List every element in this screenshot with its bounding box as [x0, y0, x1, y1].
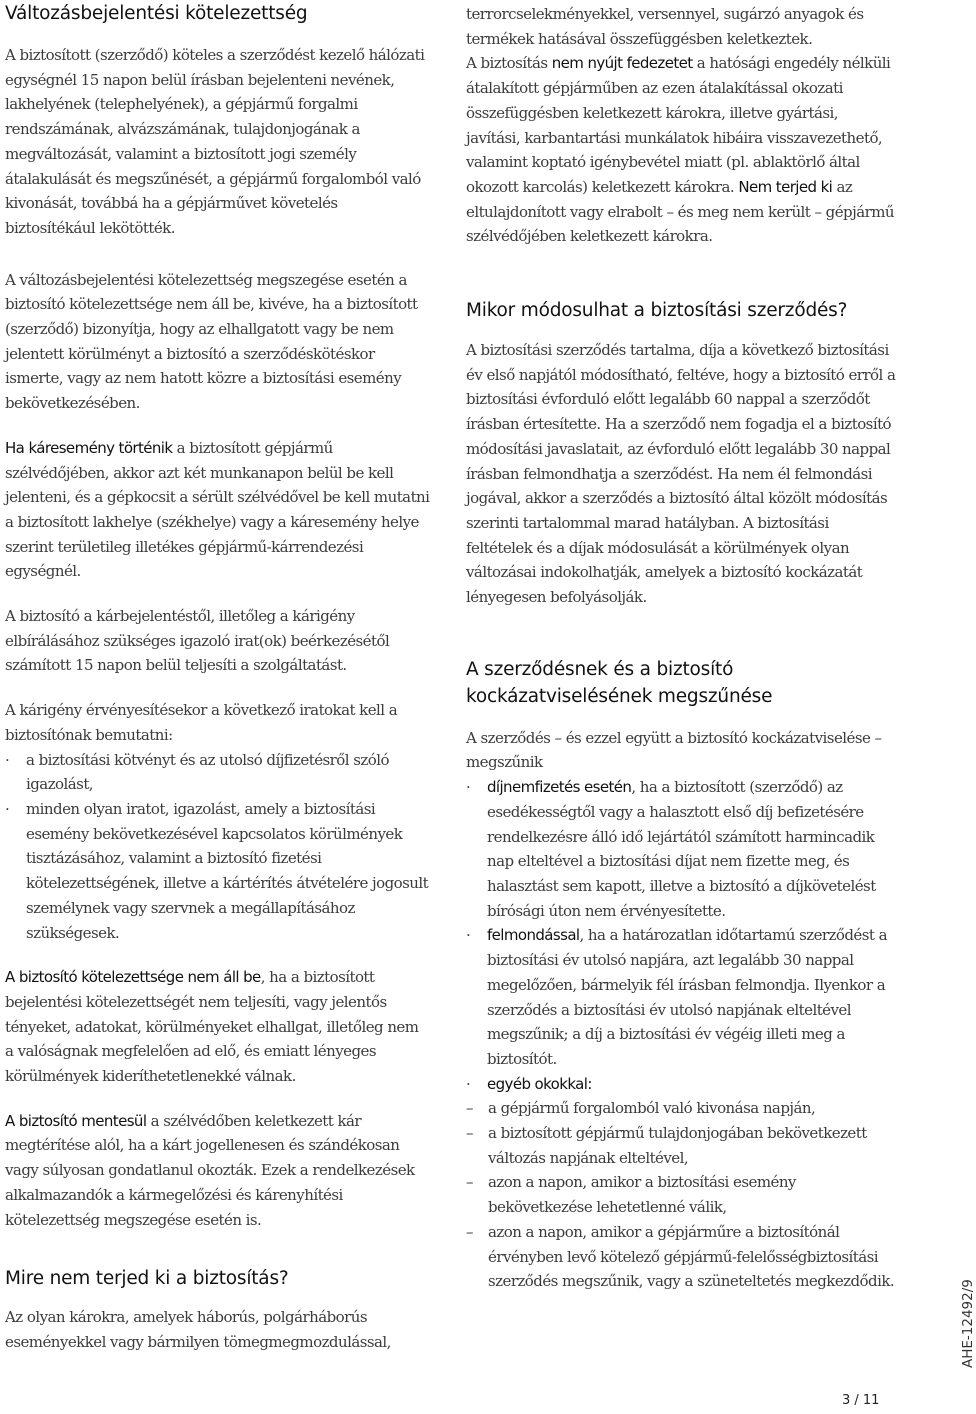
sublist-item: – a biztosított gépjármű tulajdonjogában bekövetkezett változás napjának elteltével, [466, 1121, 896, 1170]
highlight-insurer-exempt: A biztosító mentesül [5, 1111, 147, 1130]
sublist-item: – azon a napon, amikor a biztosítási esemény bekövetkezése lehetetlenné válik, [466, 1170, 896, 1219]
highlight-claim-event: Ha káresemény történik [5, 438, 173, 457]
list-item: · minden olyan iratot, igazolást, amely a biztosítási esemény bekövetkezésével kapcsolatos körülmények tisztázásához, valamint a biztosító fizetési kötelezettségének, illetve a kártérítés átvételére jogosult személynek vagy szervnek a megállapításához szükségesek. [5, 797, 430, 945]
paragraph-exclusions-continued: terrorcselekményekkel, versennyel, sugárzó anyagok és termékek hatásával összefüggésben keletkeztek. [466, 5, 864, 48]
page-number: 3 / 11 [842, 1393, 880, 1408]
sublist-item: – azon a napon, amikor a gépjárműre a biztosítónál érvényben levő kötelező gépjármű-felelősségbiztosítási szerződés megszűnik, vagy a szüneteltetés megkezdődik. [466, 1220, 896, 1294]
highlight-not-extended: Nem terjed ki [738, 177, 833, 196]
list-item: · a biztosítási kötvényt és az utolsó díjfizetésről szóló igazolást, [5, 748, 430, 797]
required-documents-list [5, 748, 430, 946]
paragraph-text: , ha a biztosított bejelentési kötelezettségét nem teljesíti, vagy jelentős tényeket, adatokat, körülményeket elhallgat, illetőleg nem a valóságnak megfelelően ad elő, és emiatt lényeges körülmények kideríthetetlenekké válnak. [5, 968, 419, 1086]
paragraph-exclusions-start: Az olyan károkra, amelyek háborús, polgárháborús eseményekkel vagy bármilyen tömegmegmozdulással, [5, 1308, 391, 1351]
paragraph-notification-duty: A biztosított (szerződő) köteles a szerződést kezelő hálózati egységnél 15 napon belül írásban bejelenteni nevének, lakhelyének (telephelyének), a gépjármű forgalmi rendszámának, alvázszámának, tulajdonjogának a megváltozását, valamint a biztosított jogi személy átalakulását és megszűnését, a gépjármű forgalomból való kivonását, továbbá ha a gépjárművet követelés biztosítékául lekötötték. [5, 46, 425, 237]
list-item-text: , ha a határozatlan időtartamú szerződést a biztosítási év utolsó napjára, azt legalább 30 nappal megelőzően, bármelyik fél írásban felmondja. Ilyenkor a szerződés a biztosítási év utolsó napjának elteltével megszűnik; a díj a biztosítási év végéig illeti meg a biztosítót. [487, 926, 887, 1068]
paragraph-payment-deadline: A biztosító a kárbejelentéstől, illetőleg a kárigény elbírálásához szükséges igazoló irat(ok) beérkezésétől számított 15 napon belül teljesíti a szolgáltatást. [5, 607, 390, 675]
right-column [466, 0, 896, 1294]
document-code: AHE-12492/9 [960, 1279, 976, 1368]
paragraph-text: a szélvédőben keletkezett kár megtérítése alól, ha a kárt jogellenesen és szándékosan vagy súlyosan gondatlanul okozták. Ezek a rendelkezések alkalmazandók a kármegelőzési és kárenyhítési kötelezettség megszegése esetén is. [5, 1111, 415, 1229]
paragraph-text: A kárigény érvényesítésekor a következő iratokat kell a biztosítónak bemutatni: [5, 701, 398, 744]
section-title-termination: A szerződésnek és a biztosító kockázatviselésének megszűnése [466, 658, 773, 707]
highlight-obligation-void: A biztosító kötelezettsége nem áll be [5, 968, 261, 987]
list-item-cancellation [466, 923, 896, 1071]
paragraph-insurer-exempt [5, 1109, 430, 1233]
list-item-non-payment [466, 775, 896, 923]
highlight-no-coverage: nem nyújt fedezetet [551, 54, 693, 73]
sublist-item: – a gépjármű forgalomból való kivonása napján, [466, 1096, 896, 1121]
list-item-other-reasons [466, 1072, 896, 1294]
section-title-exclusions: Mire nem terjed ki a biztosítás? [5, 1268, 289, 1290]
paragraph-termination-intro: A szerződés – és ezzel együtt a biztosító kockázatviselése – megszűnik [466, 728, 882, 772]
section-title-change-notification: Változásbejelentési kötelezettség [5, 3, 308, 24]
highlight-non-payment: díjnemfizetés esetén [487, 778, 632, 797]
paragraph-text: az eltulajdonított vagy elrabolt – és meg nem került – gépjármű szélvédőjében keletkezett károkra. [466, 177, 895, 246]
paragraph-text: a biztosított gépjármű szélvédőjében, akkor azt két munkanapon belül be kell jelenteni, és a gépkocsit a sérült szélvédővel be kell mutatni a biztosított lakhelye (székhelye) vagy a káresemény helye szerint területileg illetékes gépjármű-kárrendezési egységnél. [5, 438, 430, 581]
paragraph-text: A biztosítás [466, 54, 552, 73]
highlight-other-reasons: egyéb okokkal: [487, 1074, 592, 1093]
section-title-contract-modification: Mikor módosulhat a biztosítási szerződés? [466, 300, 848, 322]
paragraph-text: A változásbejelentési kötelezettség megszegése esetén a biztosító kötelezettsége nem áll be, kivéve, ha a biztosított (szerződő) bizonyítja, hogy az elhallgatott vagy be nem jelentett körülményt a biztosító a szerződéskötéskor ismerte, vagy az nem hatott közre a biztosítási esemény bekövetkezésében. [5, 270, 418, 413]
termination-reasons-list [466, 775, 896, 1294]
highlight-cancellation: felmondással [487, 926, 580, 945]
paragraph-required-documents [5, 698, 430, 747]
paragraph-obligation-void [5, 965, 430, 1089]
paragraph-contract-modification: A biztosítási szerződés tartalma, díja a következő biztosítási év első napjától módosítható, feltéve, hogy a biztosító erről a biztosítási évforduló előtt legalább 60 nappal a szerződőt írásban értesítette. Ha a szerződő nem fogadja el a biztosító módosítási javaslatait, az évforduló előtt legalább 30 nappal írásban felmondhatja a szerződést. Ha nem él felmondási jogával, akkor a szerződés a biztosító által közölt módosítás szerinti tartalommal marad hatályban. A biztosítási feltételek és a díjak módosulását a körülmények olyan változásai indokolhatják, amelyek a biztosító kockázatát lényegesen befolyásolják. [466, 341, 896, 607]
paragraph-coverage-limits [466, 51, 896, 249]
paragraph-claim-event [5, 436, 430, 584]
left-column [5, 0, 430, 1355]
paragraph-text: a hatósági engedély nélküli átalakított gépjárműben az ezen átalakítással okozati összefüggésben keletkezett károkra, illetve gyártási, javítási, karbantartási munkálatok hibáira visszavezethető, valamint koptató igénybevétel miatt (pl. ablaktörlő által okozott karcolás) keletkezett károkra. [466, 54, 891, 196]
paragraph-notification-breach [5, 268, 430, 416]
list-item-text: , ha a biztosított (szerződő) az esedékességtől vagy a halasztott első díj befizetésére rendelkezésre álló idő lejártától számított harmincadik nap elteltével a biztosítási díjat nem fizette meg, és halasztást sem kapott, illetve a biztosító a díjkövetelést bírósági úton nem érvényesítette. [487, 778, 876, 920]
other-reasons-sublist [466, 1096, 896, 1294]
